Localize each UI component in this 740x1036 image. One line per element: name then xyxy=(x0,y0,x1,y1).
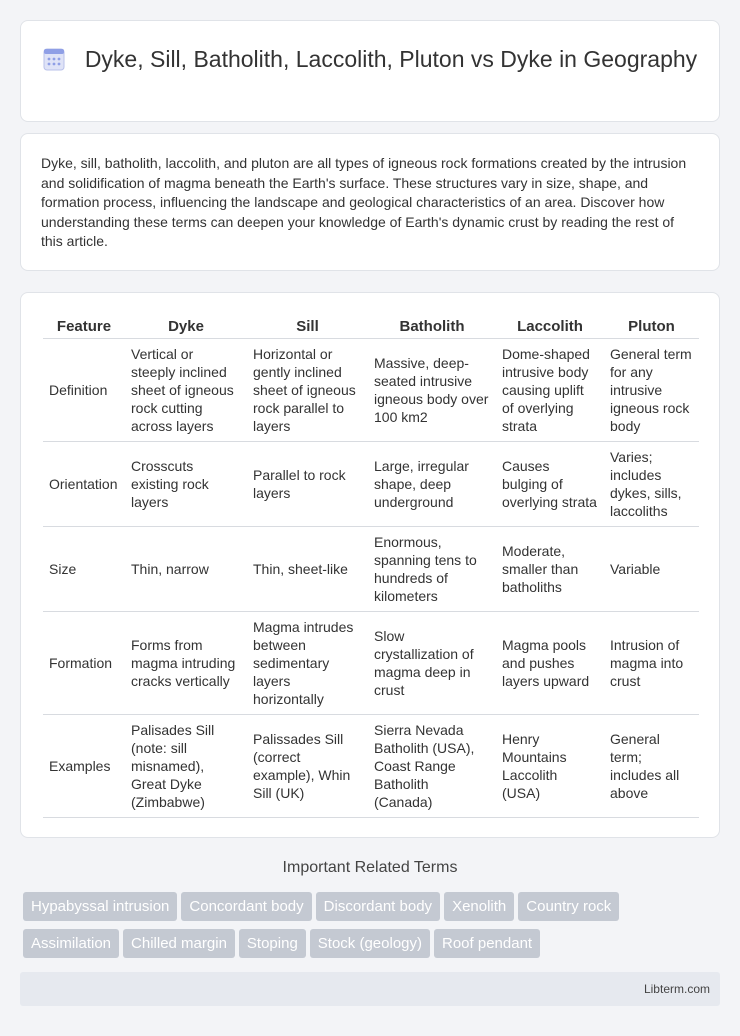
table-cell: Sierra Nevada Batholith (USA), Coast Range Batholith (Canada) xyxy=(368,714,496,817)
related-terms-list xyxy=(23,892,703,966)
table-cell: Formation xyxy=(43,611,125,714)
table-cell: Moderate, smaller than batholiths xyxy=(496,526,604,611)
tag-roof-pendant[interactable]: Roof pendant xyxy=(434,929,540,958)
tag-concordant-body[interactable]: Concordant body xyxy=(181,892,311,921)
table-cell: Intrusion of magma into crust xyxy=(604,611,699,714)
tag-assimilation[interactable]: Assimilation xyxy=(23,929,119,958)
table-cell: General term; includes all above xyxy=(604,714,699,817)
table-header-row xyxy=(43,314,699,338)
table-row xyxy=(43,611,699,714)
table-cell: Size xyxy=(43,526,125,611)
table-cell: Crosscuts existing rock layers xyxy=(125,441,247,526)
table-cell: Magma pools and pushes layers upward xyxy=(496,611,604,714)
table-cell: General term for any intrusive igneous rock body xyxy=(604,338,699,441)
table-row xyxy=(43,338,699,441)
header-laccolith: Laccolith xyxy=(496,314,604,338)
table-cell: Slow crystallization of magma deep in crust xyxy=(368,611,496,714)
table-cell: Varies; includes dykes, sills, laccoliths xyxy=(604,441,699,526)
comparison-table xyxy=(43,314,699,818)
table-cell: Vertical or steeply inclined sheet of igneous rock cutting across layers xyxy=(125,338,247,441)
table-cell: Henry Mountains Laccolith (USA) xyxy=(496,714,604,817)
intro-paragraph: Dyke, sill, batholith, laccolith, and pluton are all types of igneous rock formations created by the intrusion and solidification of magma beneath the Earth's surface. These structures vary in size, shape, and formation process, influencing the landscape and geological characteristics of an area. Discover how understanding these terms can deepen your knowledge of Earth's dynamic crust by reading the rest of this article. xyxy=(41,155,687,250)
table-cell: Massive, deep-seated intrusive igneous body over 100 km2 xyxy=(368,338,496,441)
page-title-wrap xyxy=(21,45,719,74)
title-card xyxy=(20,20,720,122)
table-cell: Parallel to rock layers xyxy=(247,441,368,526)
table-cell: Examples xyxy=(43,714,125,817)
table-cell: Enormous, spanning tens to hundreds of kilometers xyxy=(368,526,496,611)
comparison-card xyxy=(20,292,720,838)
tag-chilled-margin[interactable]: Chilled margin xyxy=(123,929,235,958)
page-title: Dyke, Sill, Batholith, Laccolith, Pluton vs Dyke in Geography xyxy=(84,46,698,72)
tag-country-rock[interactable]: Country rock xyxy=(518,892,619,921)
table-cell: Causes bulging of overlying strata xyxy=(496,441,604,526)
tag-hypabyssal-intrusion[interactable]: Hypabyssal intrusion xyxy=(23,892,177,921)
header-batholith: Batholith xyxy=(368,314,496,338)
table-row xyxy=(43,441,699,526)
table-cell: Thin, sheet-like xyxy=(247,526,368,611)
header-dyke: Dyke xyxy=(125,314,247,338)
table-cell: Horizontal or gently inclined sheet of igneous rock parallel to layers xyxy=(247,338,368,441)
header-pluton: Pluton xyxy=(604,314,699,338)
table-cell: Large, irregular shape, deep underground xyxy=(368,441,496,526)
tag-xenolith[interactable]: Xenolith xyxy=(444,892,514,921)
table-cell: Orientation xyxy=(43,441,125,526)
table-cell: Palissades Sill (correct example), Whin Sill (UK) xyxy=(247,714,368,817)
table-cell: Palisades Sill (note: sill misnamed), Great Dyke (Zimbabwe) xyxy=(125,714,247,817)
related-terms-title: Important Related Terms xyxy=(282,859,458,876)
table-cell: Dome-shaped intrusive body causing uplift of overlying strata xyxy=(496,338,604,441)
table-cell: Magma intrudes between sedimentary layers horizontally xyxy=(247,611,368,714)
tag-stoping[interactable]: Stoping xyxy=(239,929,306,958)
table-cell: Thin, narrow xyxy=(125,526,247,611)
footer-site-link[interactable]: Libterm.com xyxy=(643,982,710,996)
tag-stock-geology[interactable]: Stock (geology) xyxy=(310,929,430,958)
intro-card xyxy=(20,133,720,271)
header-sill: Sill xyxy=(247,314,368,338)
footer xyxy=(20,972,720,1006)
document-icon xyxy=(43,47,65,71)
table-cell: Forms from magma intruding cracks vertically xyxy=(125,611,247,714)
table-cell: Variable xyxy=(604,526,699,611)
table-row xyxy=(43,714,699,817)
tag-discordant-body[interactable]: Discordant body xyxy=(316,892,440,921)
table-cell: Definition xyxy=(43,338,125,441)
table-row xyxy=(43,526,699,611)
header-feature: Feature xyxy=(43,314,125,338)
